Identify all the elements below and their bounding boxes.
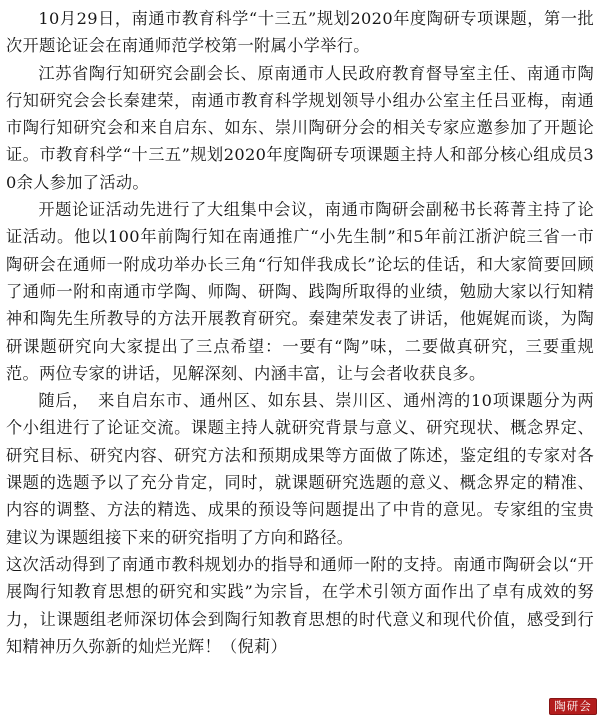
paragraph-plenary-session: 开题论证活动先进行了大组集中会议，南通市陶研会副秘书长蒋菁主持了论证活动。他以100年前陶行知在南通推广“小先生制”和5年前江浙沪皖三省一市陶研会在通师一附成功举办长三角“行知伴我成长”论坛的佳话，和大家简要回顾了通师一附和南通市学陶、师陶、研陶、践陶所取得的业绩，勉励大家以行知精神和陶先生所教导的方法开展教育研究。秦建荣发表了讲话，他娓娓而谈，为陶研课题研究向大家提出了三点希望：一要有“陶”味，二要做真研究，三要重规范。两位专家的讲话，见解深刻、内涵丰富，让与会者收获良多。 bbox=[6, 200, 594, 383]
taoyanhui-seal-logo: 陶研会 bbox=[549, 698, 597, 715]
paragraph-conclusion: 这次活动得到了南通市教科规划办的指导和通师一附的支持。南通市陶研会以“开展陶行知教育思想的研究和实践”为宗旨，在学术引领方面作出了卓有成效的努力，让课题组老师深切体会到陶行知教育思想的时代意义和现代价值，感受到行知精神历久弥新的灿烂光辉！（倪莉） bbox=[6, 554, 594, 656]
article-body bbox=[6, 5, 594, 660]
paragraph-intro: 10月29日，南通市教育科学“十三五”规划2020年度陶研专项课题，第一批次开题论证会在南通师范学校第一附属小学举行。 bbox=[6, 9, 594, 56]
paragraph-group-discussion: 随后， 来自启东市、通州区、如东县、崇川区、通州湾的10项课题分为两个小组进行了论证交流。课题主持人就研究背景与意义、研究现状、概念界定、研究目标、研究内容、研究方法和预期成果等方面做了陈述，鉴定组的专家对各课题的选题予以了充分肯定，同时，就课题研究选题的意义、概念界定的精准、内容的调整、方法的精选、成果的预设等问题提出了中肯的意见。专家组的宝贵建议为课题组接下来的研究指明了方向和路径。 bbox=[6, 391, 594, 547]
paragraph-attendees: 江苏省陶行知研究会副会长、原南通市人民政府教育督导室主任、南通市陶行知研究会会长秦建荣，南通市教育科学规划领导小组办公室主任吕亚梅，南通市陶行知研究会和来自启东、如东、崇川陶研分会的相关专家应邀参加了开题论证。市教育科学“十三五”规划2020年度陶研专项课题主持人和部分核心组成员30余人参加了活动。 bbox=[6, 63, 594, 192]
